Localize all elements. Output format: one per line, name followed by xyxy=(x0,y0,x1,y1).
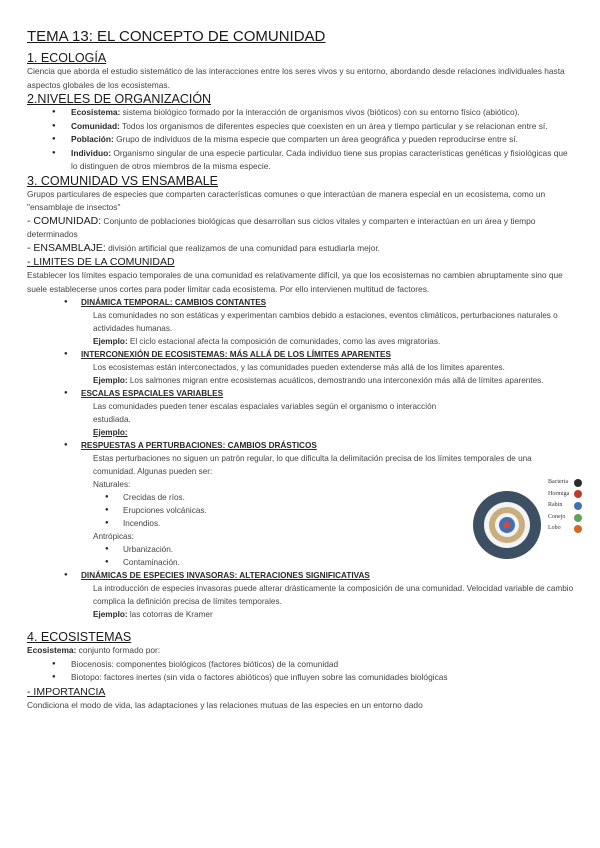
list-item xyxy=(27,133,575,147)
subgroup-label: Naturales: xyxy=(93,480,131,489)
paragraph xyxy=(27,215,575,242)
legend-label: Hormiga xyxy=(548,490,570,497)
list-item xyxy=(27,106,575,120)
legend-label: Bacteria xyxy=(548,479,568,485)
term: Población: xyxy=(71,134,114,144)
section-ecologia xyxy=(27,51,575,92)
factor-text: Las comunidades no son estáticas y experimentan cambios debido a estaciones, eventos climáticos, perturbaciones naturales o actividades humanas. xyxy=(93,311,558,333)
example xyxy=(81,374,575,387)
paragraph xyxy=(27,242,575,256)
list-item: ● Contaminación. xyxy=(81,556,575,569)
label: - ENSAMBLAJE: xyxy=(27,241,106,254)
list-item: ● Biotopo: factores inertes (sin vida o factores abióticos) que influyen sobre las comunidades biológicas xyxy=(27,671,575,685)
section-comunidad-vs-ensamblaje xyxy=(27,174,575,297)
factor-list xyxy=(27,296,575,621)
section-niveles xyxy=(27,92,575,174)
document-page xyxy=(27,28,575,712)
legend-item xyxy=(548,500,582,512)
paragraph: Ciencia que aborda el estudio sistemático de las interacciones entre los seres vivos y su entorno, abordando desde relaciones individuales hasta aspectos globales de los ecosistemas. xyxy=(27,66,565,90)
bacteria-icon xyxy=(574,479,582,487)
label: Ejemplo: xyxy=(93,337,128,346)
legend-item xyxy=(548,512,582,524)
factor-text: Las comunidades pueden tener escalas espaciales variables según el organismo o interacción estudiada. xyxy=(93,402,437,424)
subgroup-label: Antrópicas: xyxy=(93,532,134,541)
section-heading: 2.NIVELES DE ORGANIZACIÓN xyxy=(27,92,212,106)
page-title: TEMA 13: EL CONCEPTO DE COMUNIDAD xyxy=(27,28,326,45)
legend-item xyxy=(548,477,582,489)
text: las cotorras de Kramer xyxy=(127,610,213,619)
section-heading: 1. ECOLOGÍA xyxy=(27,51,107,65)
list-item: ● Biocenosis: componentes biológicos (factores bióticos) de la comunidad xyxy=(27,658,575,672)
text: El ciclo estacional afecta la composición de comunidades, como las aves migratorias. xyxy=(127,337,441,346)
term: Ecosistema: xyxy=(71,107,121,117)
definition: Todos los organismos de diferentes especies que coexisten en un área y tiempo particular y se relacionan entre sí. xyxy=(119,120,548,131)
list-item: ● Crecidas de ríos. xyxy=(81,491,575,504)
wolf-icon xyxy=(574,525,582,533)
factor-heading: ● ESCALAS ESPACIALES VARIABLES xyxy=(65,387,575,400)
legend-label: Rabin xyxy=(548,502,563,509)
definition: sistema biológico formado por la interacción de organismos vivos (bióticos) con su entorno físico (abiótico). xyxy=(120,107,520,117)
robin-icon xyxy=(574,502,582,510)
text: Conjunto de poblaciones biológicas que desarrollan sus ciclos vitales y comparten e interactúan en un área y tiempo determinados xyxy=(27,215,536,239)
list-item: ● Urbanización. xyxy=(81,543,575,556)
section-ecosistemas xyxy=(27,630,575,712)
paragraph xyxy=(27,644,575,658)
example xyxy=(81,426,575,439)
factor-text: Estas perturbaciones no siguen un patrón regular, lo que dificulta la delimitación precisa de los límites temporales de una comunidad. Algunas pueden ser: xyxy=(93,454,532,476)
factor-text: Los ecosistemas están interconectados, y las comunidades pueden extenderse más allá de los límites aparentes. xyxy=(93,363,505,372)
bullet-list xyxy=(27,658,575,685)
bullet-list xyxy=(27,106,575,174)
definition: Organismo singular de una especie particular. Cada individuo tiene sus propias características genéticas y fisiológicas que lo distinguen de otros miembros de la misma especie. xyxy=(71,147,568,171)
paragraph: Grupos particulares de especies que comparten características comunes o que interactúan de manera especial en un ecosistema, como un "ensamblaje de insectos" xyxy=(27,188,546,212)
factor-heading: ● RESPUESTAS A PERTURBACIONES: CAMBIOS DRÁSTICOS xyxy=(65,439,575,452)
list-item xyxy=(27,120,575,134)
factor-heading: ● INTERCONEXIÓN DE ECOSISTEMAS: MÁS ALLÁ DE LOS LÍMITES APARENTES xyxy=(65,348,575,361)
subsection-heading: - LIMITES DE LA COMUNIDAD xyxy=(27,256,175,268)
ring xyxy=(504,522,511,529)
label: Ecosistema: xyxy=(27,645,77,655)
example xyxy=(81,608,575,621)
text: Los salmones migran entre ecosistemas acuáticos, demostrando una interconexión más allá de límites aparentes. xyxy=(127,376,544,385)
section-heading: 3. COMUNIDAD VS ENSAMBALE xyxy=(27,173,219,188)
legend-label: Conejo xyxy=(548,513,566,520)
example xyxy=(81,335,575,348)
legend-item xyxy=(548,489,582,501)
term: Individuo: xyxy=(71,147,112,158)
definition: Grupo de individuos de la misma especie que comparten un área geográfica y pueden reproducirse entre sí. xyxy=(113,134,518,144)
paragraph: Establecer los límites espacio temporales de una comunidad es relativamente difícil, ya que los ecosistemas no cambien abruptamente sino que suele establecerse unos cortes para poder limitar cada ecosistema. Por ello intervienen multitud de factores. xyxy=(27,270,563,294)
list-item: ● Incendios. xyxy=(81,517,575,530)
list-item xyxy=(27,147,575,174)
factor-text: La introducción de especies invasoras puede alterar drásticamente la composición de una comunidad. Velocidad variable de cambio complica la definición precisa de límites temporales. xyxy=(93,584,574,606)
label: - COMUNIDAD: xyxy=(27,214,102,227)
subsection-heading: - IMPORTANCIA xyxy=(27,685,106,698)
scale-target-figure xyxy=(472,490,542,560)
label: Ejemplo: xyxy=(93,610,128,619)
legend-label: Lobo xyxy=(548,525,561,532)
factor-heading: ● DINÁMICAS DE ESPECIES INVASORAS: ALTERACIONES SIGNIFICATIVAS xyxy=(65,569,575,582)
ant-icon xyxy=(574,490,582,498)
legend-item xyxy=(548,523,582,535)
text: conjunto formado por: xyxy=(76,645,161,655)
list-item: ● Erupciones volcánicas. xyxy=(81,504,575,517)
rabbit-icon xyxy=(574,514,582,522)
paragraph: Condiciona el modo de vida, las adaptaciones y las relaciones mutuas de las especies en un entorno dado xyxy=(27,699,423,710)
term: Comunidad: xyxy=(71,120,120,131)
text: división artificial que realizamos de una comunidad para estudiarla mejor. xyxy=(105,242,380,253)
section-heading: 4. ECOSISTEMAS xyxy=(27,630,132,644)
label: Ejemplo: xyxy=(93,376,128,385)
figure-legend xyxy=(548,477,582,535)
label: Ejemplo: xyxy=(93,428,128,437)
factor-heading: ● DINÁMICA TEMPORAL: CAMBIOS CONTANTES xyxy=(65,296,575,309)
